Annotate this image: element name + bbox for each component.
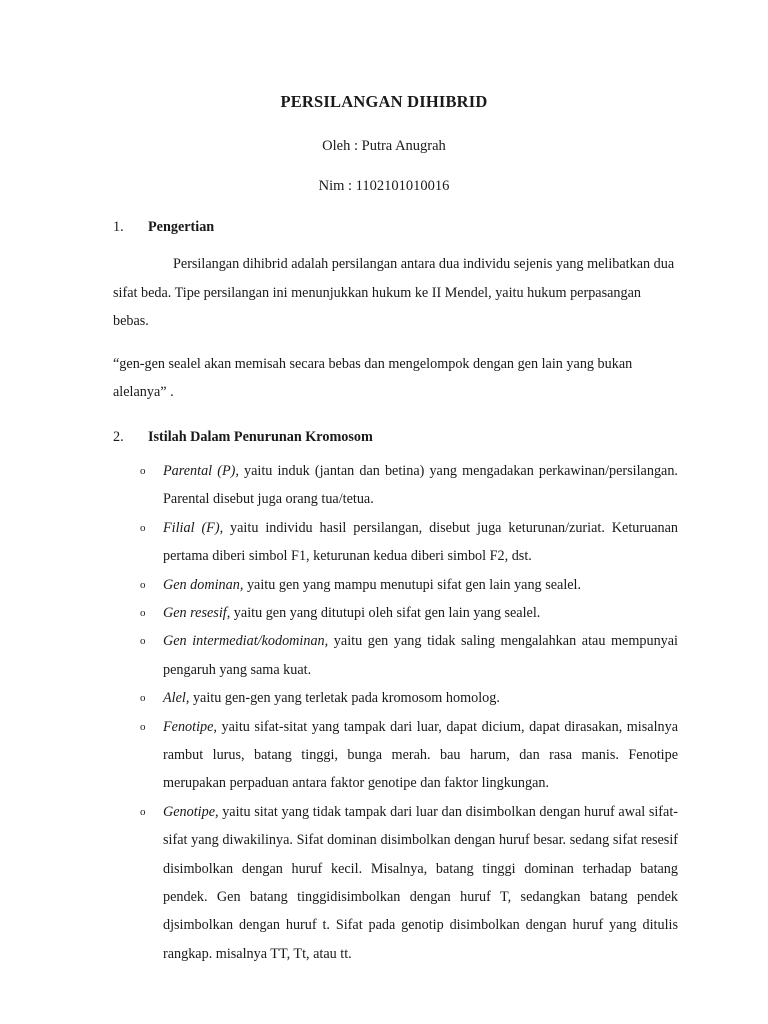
term-definition: yaitu gen yang tidak saling mengalahkan atau mempunyai pengaruh yang sama kuat.	[163, 633, 678, 678]
term-label: Gen resesif,	[163, 604, 231, 621]
term-definition: yaitu gen-gen yang terletak pada kromosom homolog.	[189, 690, 500, 707]
bullet-circle-icon: o	[140, 805, 146, 818]
section-2-heading	[113, 428, 678, 446]
list-item	[140, 514, 678, 571]
section-1-heading	[113, 218, 678, 236]
term-definition: yaitu gen yang ditutupi oleh sifat gen lain yang sealel.	[230, 604, 541, 621]
section-2-number: 2.	[113, 429, 124, 446]
term-definition: yaitu induk (jantan dan betina) yang mengadakan perkawinan/persilangan. Parental disebut juga orang tua/tetua.	[163, 462, 678, 508]
list-item	[140, 798, 678, 968]
author-byline: Oleh : Putra Anugrah	[322, 137, 446, 154]
term-label: Genotipe,	[163, 803, 219, 820]
student-id: Nim : 1102101010016	[318, 178, 450, 195]
section-pengertian	[0, 218, 768, 407]
list-item	[140, 684, 678, 712]
section-1-title: Pengertian	[148, 218, 215, 235]
term-label: Fenotipe,	[163, 718, 217, 735]
bullet-circle-icon: o	[140, 578, 146, 591]
term-label: Gen dominan,	[163, 576, 244, 593]
term-label: Parental (P),	[163, 462, 239, 479]
section-1-quote: “gen-gen sealel akan memisah secara bebas dan mengelompok dengan gen lain yang bukan alelanya” .	[113, 355, 633, 401]
page-title: PERSILANGAN DIHIBRID	[280, 92, 488, 111]
term-definition: yaitu sifat-sitat yang tampak dari luar, dapat dicium, dapat dirasakan, misalnya rambut lurus, batang tinggi, bunga merah. bau harum, dan rasa manis. Fenotipe merupakan perpaduan antara faktor genotipe dan faktor lingkungan.	[163, 718, 678, 792]
bullet-circle-icon: o	[140, 635, 146, 648]
bullet-circle-icon: o	[140, 521, 146, 534]
bullet-circle-icon: o	[140, 692, 146, 705]
list-item	[140, 457, 678, 514]
term-definition-list	[0, 457, 768, 968]
section-1-number: 1.	[113, 218, 124, 235]
term-definition: yaitu gen yang mampu menutupi sifat gen lain yang sealel.	[243, 576, 582, 593]
list-item	[140, 599, 678, 627]
term-definition: yaitu sitat yang tidak tampak dari luar dan disimbolkan dengan huruf awal sifat-sifat yang diwakilinya. Sifat dominan disimbolkan dengan huruf besar. sedang sifat resesif disimbolkan dengan huruf kecil. Misalnya, batang tinggi dominan terhadap batang pendek. Gen batang tinggidisimbolkan dengan huruf T, sedangkan batang pendek djsimbolkan dengan huruf t. Sifat pada genotip disimbolkan dengan huruf yang ditulis rangkap. misalnya TT, Tt, atau tt.	[163, 803, 678, 962]
list-item	[140, 571, 678, 599]
term-label: Alel,	[163, 690, 190, 707]
bullet-circle-icon: o	[140, 464, 146, 477]
list-item	[140, 627, 678, 684]
bullet-circle-icon: o	[140, 606, 146, 619]
term-label: Gen intermediat/kodominan,	[163, 633, 329, 650]
term-label: Filial (F),	[163, 519, 224, 536]
section-istilah	[0, 428, 768, 968]
section-2-title: Istilah Dalam Penurunan Kromosom	[148, 429, 373, 446]
section-1-paragraph: Persilangan dihibrid adalah persilangan antara dua individu sejenis yang melibatkan dua sifat beda. Tipe persilangan ini menunjukkan hukum ke II Mendel, yaitu hukum perpasangan bebas.	[113, 256, 675, 330]
bullet-circle-icon: o	[140, 720, 146, 733]
list-item	[140, 713, 678, 798]
term-definition: yaitu individu hasil persilangan, disebut juga keturunan/zuriat. Keturuanan pertama diberi simbol F1, keturunan kedua diberi simbol F2, dst.	[163, 519, 678, 565]
